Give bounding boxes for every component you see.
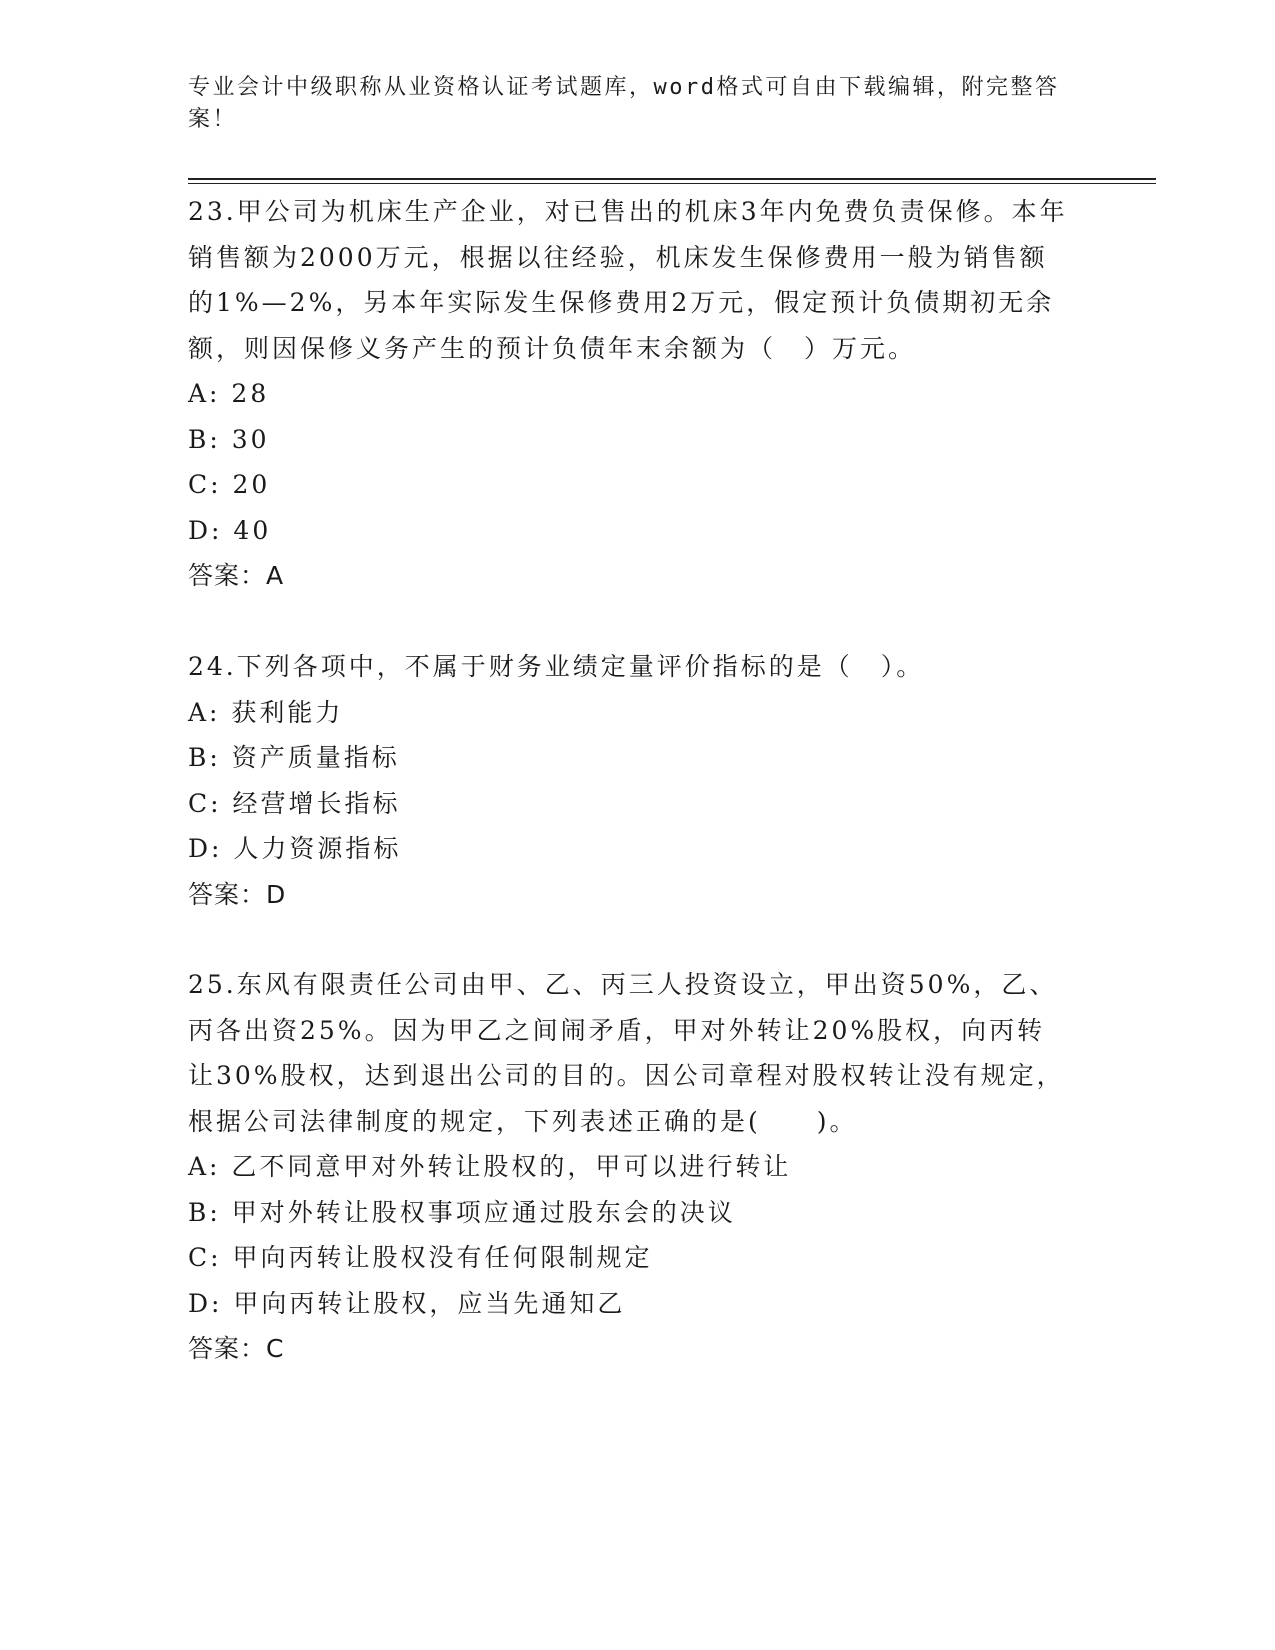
answer-line: 答案：C [188, 1334, 285, 1363]
option-a: A: 获利能力 [188, 697, 344, 727]
question-stem: 24.下列各项中，不属于财务业绩定量评价指标的是（ ）。 [188, 652, 925, 681]
answer-line: 答案：D [188, 879, 287, 909]
option-c: C: 甲向丙转让股权没有任何限制规定 [188, 1243, 653, 1272]
option-d: D: 甲向丙转让股权，应当先通知乙 [188, 1288, 626, 1318]
question-stem: 23.甲公司为机床生产企业，对已售出的机床3年内免费负责保修。本年销售额为2000万元，根据以往经验，机床发生保修费用一般为销售额的1%—2%，另本年实际发生保修费用2万元，假定预计负债期初无余额，则因保修义务产生的预计负债年末余额为（ ）万元。 [188, 197, 1068, 363]
option-c: C: 经营增长指标 [188, 788, 401, 818]
option-c: C: 20 [188, 470, 271, 499]
question-stem: 25.东风有限责任公司由甲、乙、丙三人投资设立，甲出资50%，乙、丙各出资25%。因为甲乙之间闹矛盾，甲对外转让20%股权，向丙转让30%股权，达到退出公司的目的。因公司章程对股权转让没有规定，根据公司法律制度的规定，下列表述正确的是( )。 [188, 970, 1065, 1136]
question-25 [188, 962, 1068, 1372]
option-b: B: 甲对外转让股权事项应通过股东会的决议 [188, 1197, 736, 1227]
answer-line: 答案：A [188, 561, 285, 590]
option-d: D: 人力资源指标 [188, 834, 402, 863]
option-b: B: 30 [188, 424, 270, 454]
header-divider-thin [188, 183, 1156, 184]
document-header: 专业会计中级职称从业资格认证考试题库，word格式可自由下载编辑，附完整答案！ [188, 75, 1060, 132]
question-24 [188, 644, 1068, 917]
option-b: B: 资产质量指标 [188, 743, 400, 772]
question-23 [188, 189, 1068, 599]
option-d: D: 40 [188, 515, 272, 545]
option-a: A: 28 [188, 379, 270, 408]
option-a: A: 乙不同意甲对外转让股权的，甲可以进行转让 [188, 1152, 792, 1181]
header-divider-thick [188, 178, 1156, 180]
